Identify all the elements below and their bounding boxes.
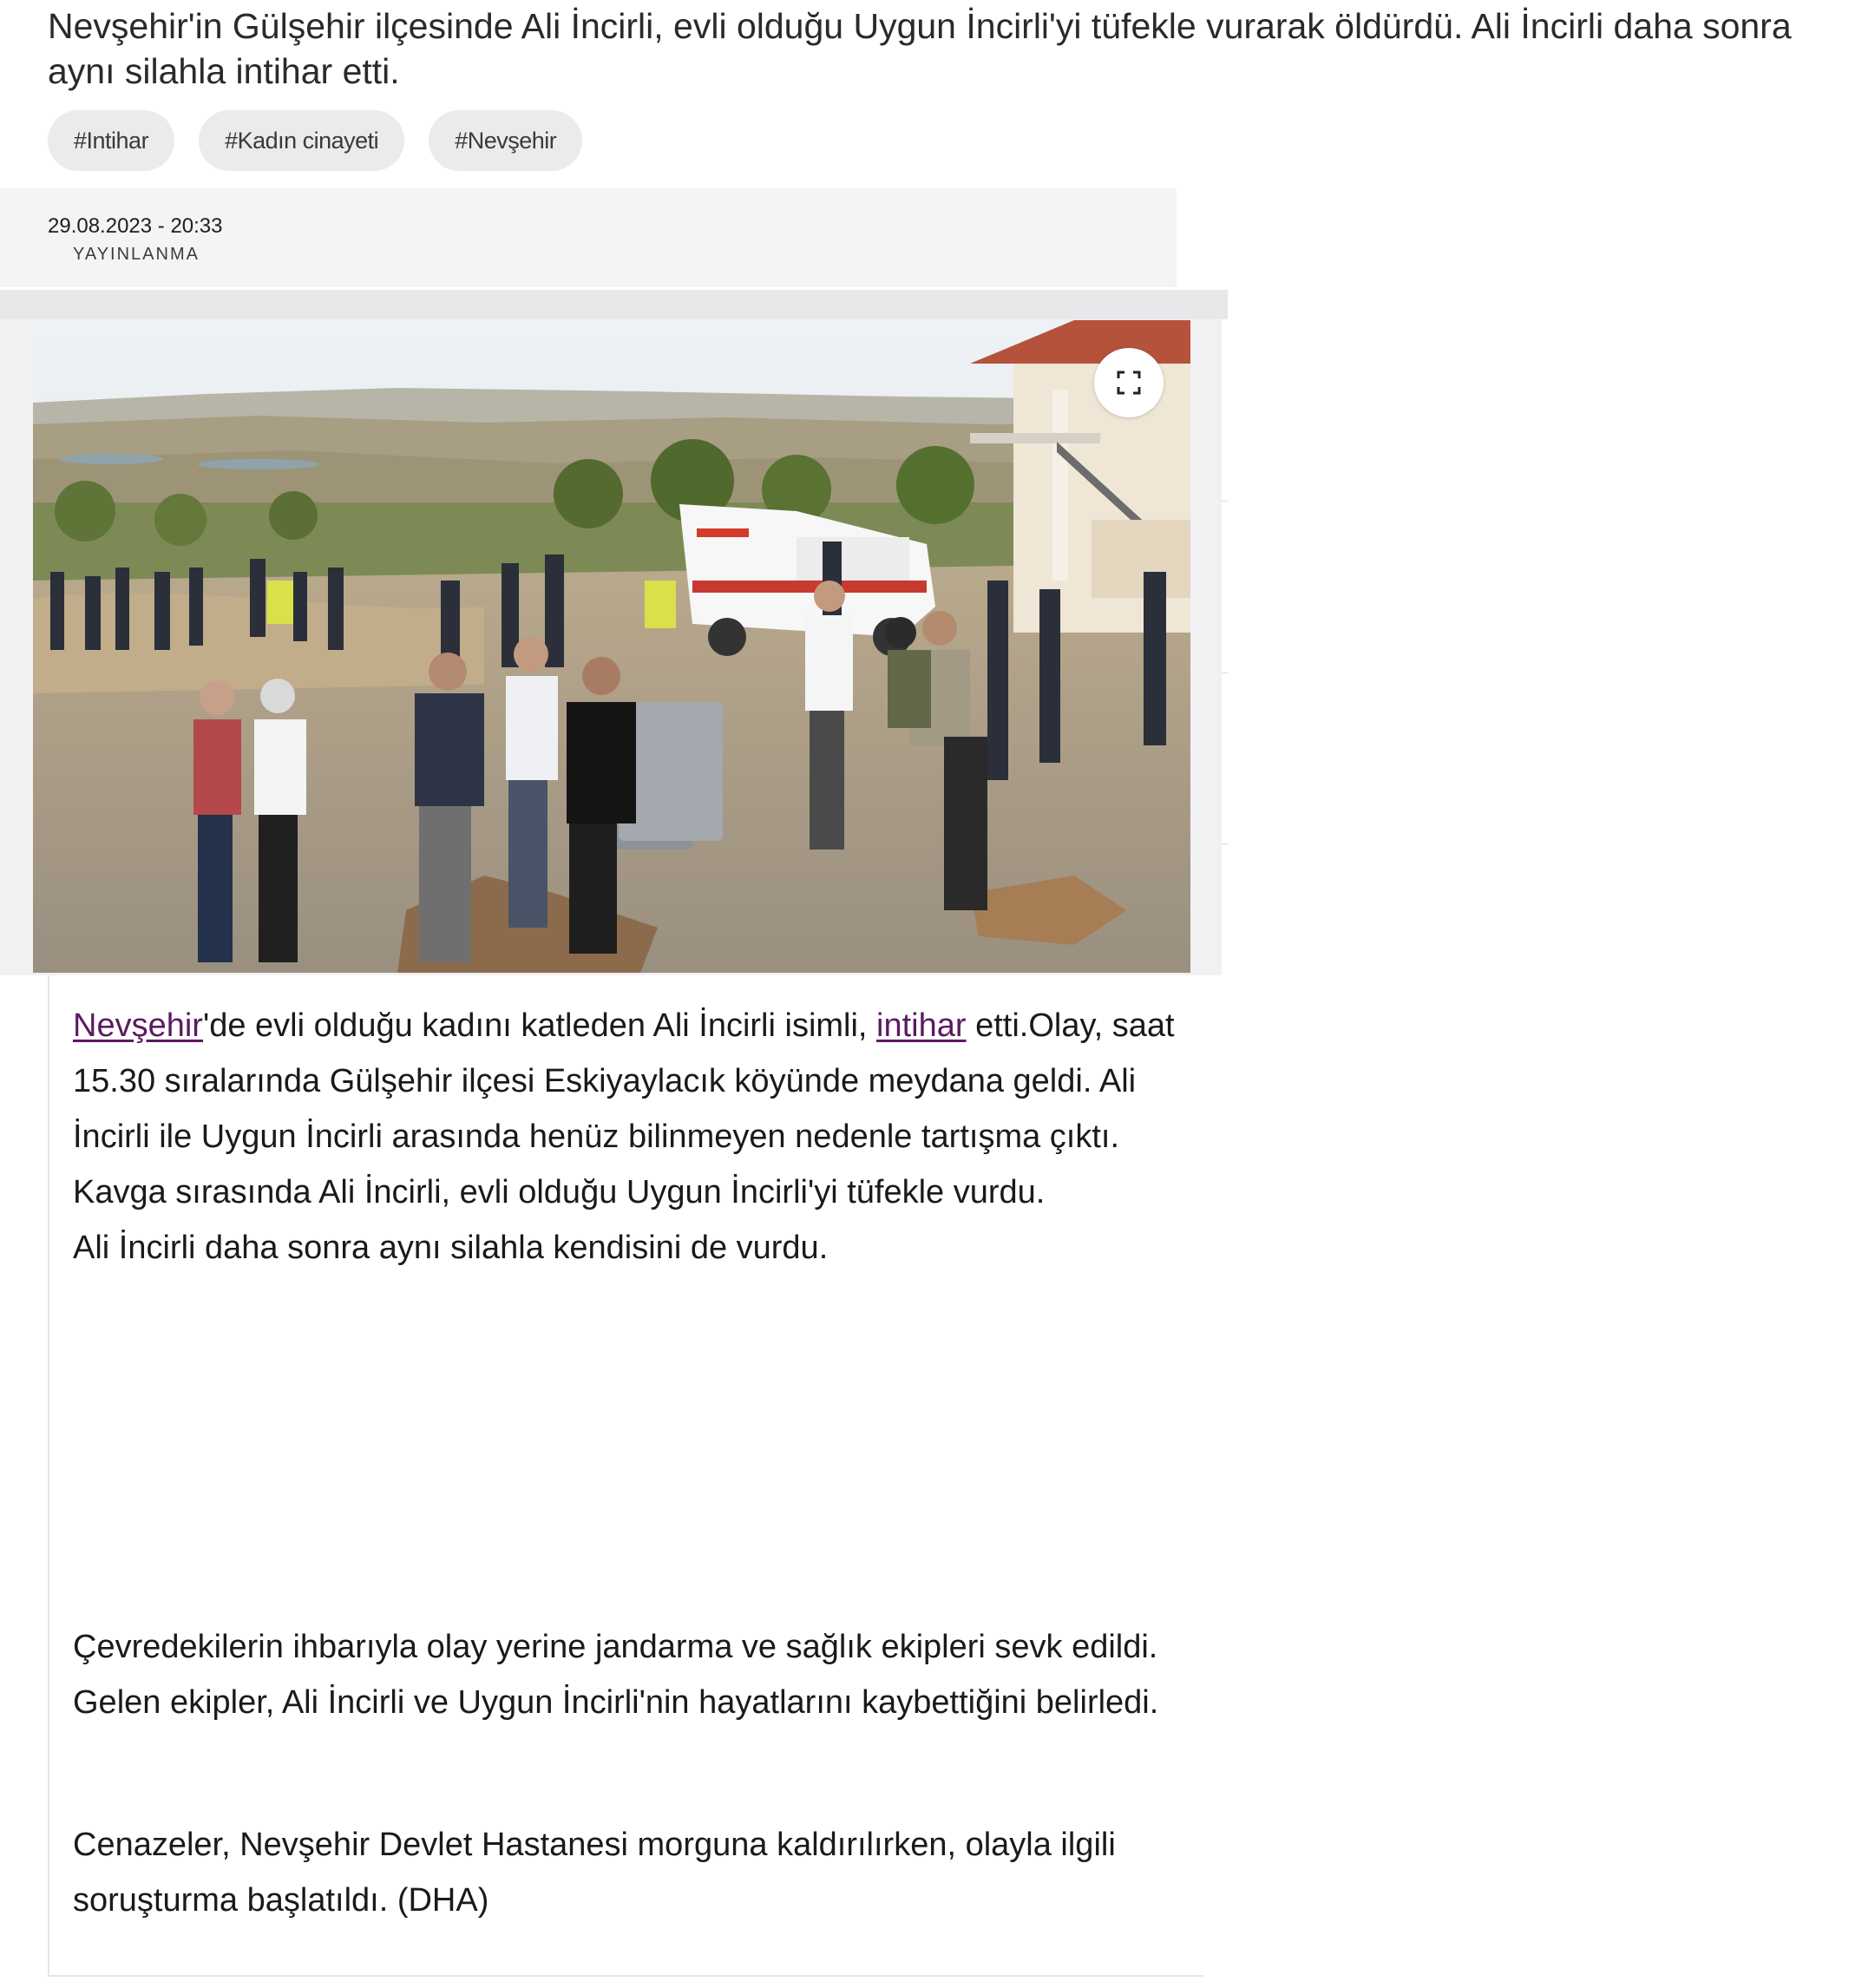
paragraph-2: Çevredekilerin ihbarıyla olay yerine jandarma ve sağlık ekipleri sevk edildi. Gelen ekipler, Ali İncirli ve Uygun İncirli'nin hayatlarını kaybettiğini belirledi. xyxy=(73,1629,1159,1721)
publish-label: YAYINLANMA xyxy=(73,245,200,264)
publish-meta xyxy=(0,188,1177,287)
article-lead: Nevşehir'in Gülşehir ilçesinde Ali İncirli, evli olduğu Uygun İncirli'yi tüfekle vurarak öldürdü. Ali İncirli daha sonra aynı silahla intihar etti. xyxy=(48,6,1792,91)
paragraph-1-line-2: Ali İncirli daha sonra aynı silahla kendisini de vurdu. xyxy=(73,1230,829,1266)
image-top-band xyxy=(0,290,1228,319)
paragraph-1 xyxy=(73,998,1192,1276)
publish-datetime: 29.08.2023 - 20:33 xyxy=(48,214,223,238)
divider xyxy=(1222,843,1228,844)
article-photo[interactable] xyxy=(33,320,1190,973)
link-intihar[interactable]: intihar xyxy=(876,1007,967,1044)
paragraph-3: Cenazeler, Nevşehir Devlet Hastanesi morguna kaldırılırken, olayla ilgili soruşturma başlatıldı. (DHA) xyxy=(73,1827,1116,1919)
paragraph-1-text-b: etti.Olay, saat 15.30 sıralarında Gülşehir ilçesi Eskiyaylacık köyünde meydana geldi. Ali İncirli ile Uygun İncirli arasında henüz bilinmeyen nedenle tartışma çıktı. Kavga sırasında Ali İncirli, evli olduğu Uygun İncirli'yi tüfekle vurdu. xyxy=(73,1007,1175,1211)
link-nevsehir[interactable]: Nevşehir xyxy=(73,1007,203,1044)
article-body xyxy=(48,975,1203,1977)
divider xyxy=(1222,501,1228,502)
expand-icon xyxy=(1117,371,1141,395)
expand-image-button[interactable] xyxy=(1094,348,1164,417)
tag-list xyxy=(48,110,582,171)
tag-nevsehir[interactable]: #Nevşehir xyxy=(429,110,582,171)
tag-intihar[interactable]: #Intihar xyxy=(48,110,174,171)
paragraph-1-text-a: 'de evli olduğu kadını katleden Ali İncirli isimli, xyxy=(202,1007,877,1044)
tag-kadin-cinayeti[interactable]: #Kadın cinayeti xyxy=(199,110,404,171)
scene-illustration xyxy=(33,320,1190,973)
